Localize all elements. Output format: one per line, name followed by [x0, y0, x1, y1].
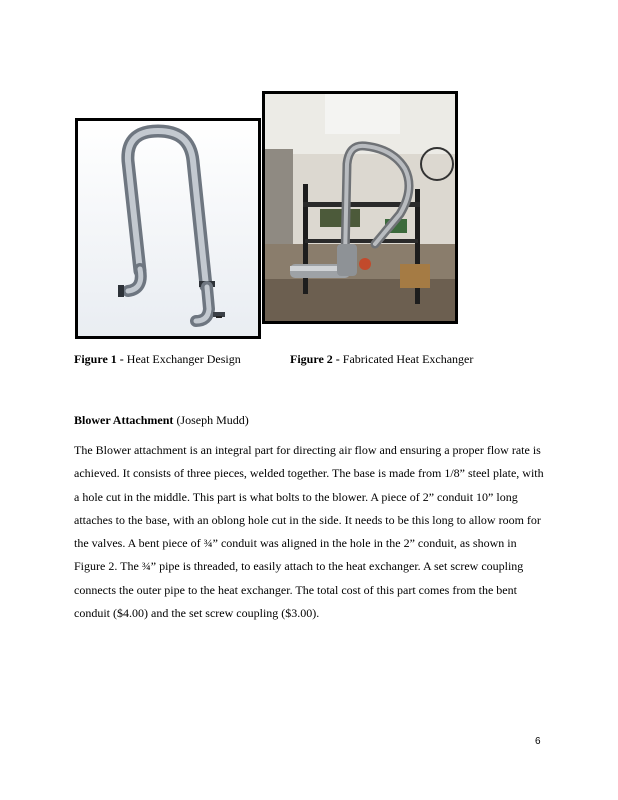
figure-2-label: Figure 2 - — [290, 352, 340, 366]
figure-1-caption-text: Heat Exchanger Design — [123, 352, 241, 366]
figure-1-caption — [74, 351, 241, 367]
section-title: Blower Attachment — [74, 413, 174, 427]
figure-2-caption-text: Fabricated Heat Exchanger — [339, 352, 474, 366]
fabricated-heat-exchanger-photo — [265, 94, 455, 321]
section-heading — [74, 412, 249, 428]
figure-2-caption — [290, 351, 473, 367]
section-author: (Joseph Mudd) — [173, 413, 249, 427]
heat-exchanger-cad-render — [78, 121, 258, 336]
figure-2-image — [262, 91, 458, 324]
figure-1-image — [75, 118, 261, 339]
page-number: 6 — [535, 736, 541, 747]
body-paragraph: The Blower attachment is an integral part for directing air flow and ensuring a proper flow rate is achieved. It consists of three pieces, welded together. The base is made from 1/8” steel plate, with a hole cut in the middle. This part is what bolts to the blower. A piece of 2” conduit 10” long attaches to the base, with an oblong hole cut in the side. It needs to be this long to allow room for the valves. A bent piece of ¾” conduit was aligned in the hole in the 2” conduit, as shown in Figure 2. The ¾” pipe is threaded, to easily attach to the heat exchanger. A set screw coupling connects the outer pipe to the heat exchanger. The total cost of this part comes from the bent conduit ($4.00) and the set screw coupling ($3.00). — [74, 443, 544, 621]
figure-1-label: Figure 1 - — [74, 352, 124, 366]
